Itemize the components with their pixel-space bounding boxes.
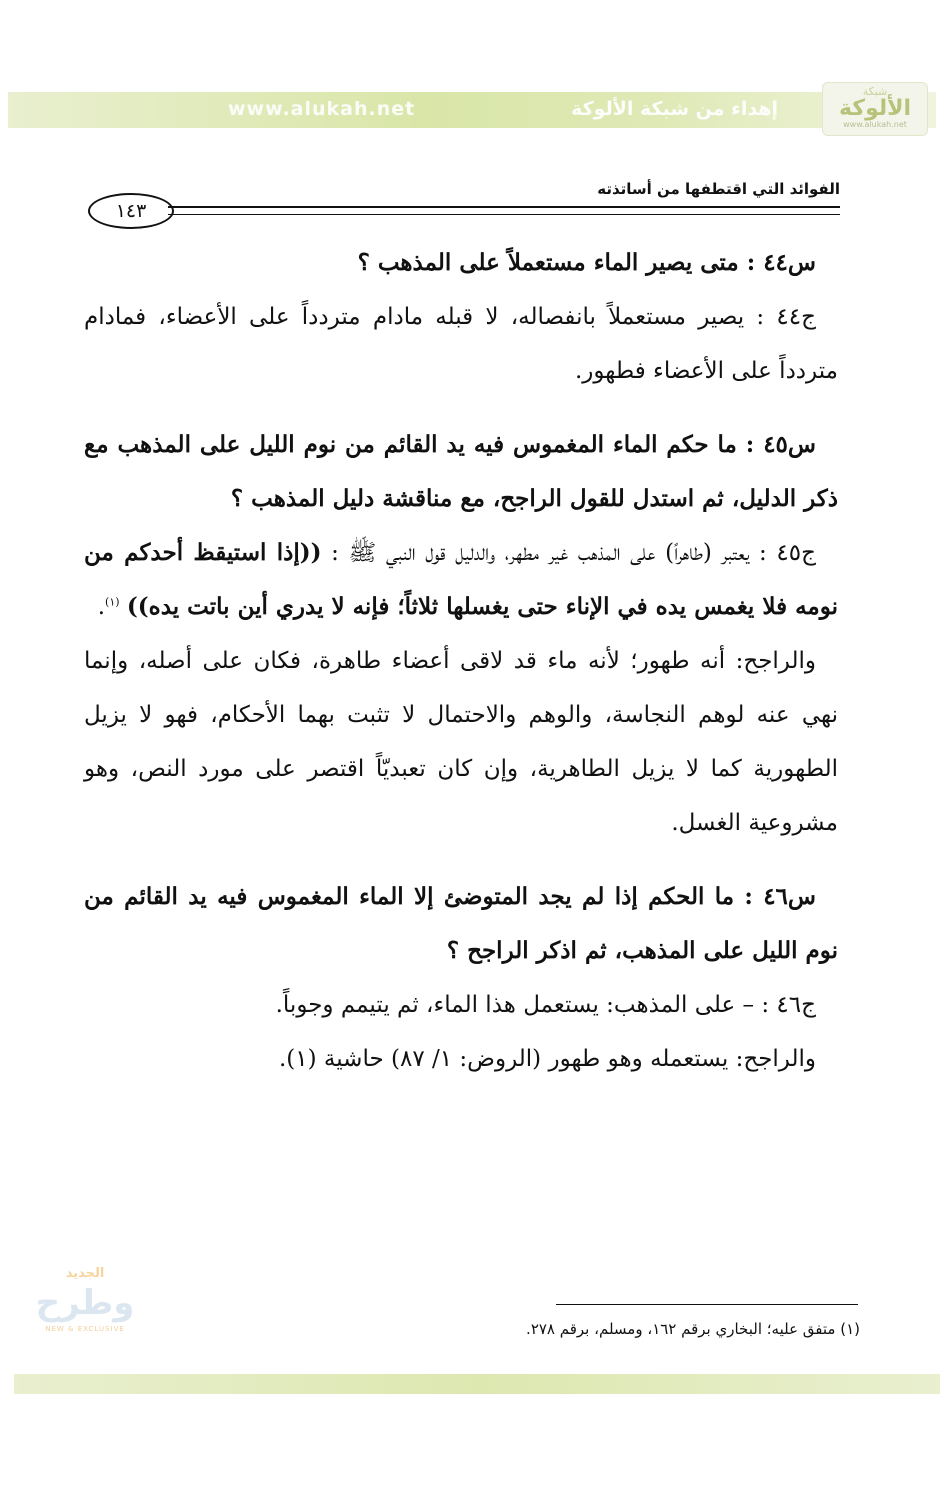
running-title: الفوائد التي اقتطفها من أساتذته — [597, 180, 840, 198]
answer-45-rajih: والراجح: أنه طهور؛ لأنه ماء قد لاقى أعضاء طاهرة، فكان على أصله، وإنما نهي عنه لوهم النجاسة، والوهم والاحتمال لا تثبت بهما الأحكام، فهو لا يزيل الطهورية كما لا يزيل الطاهرية، وإن كان تعبديّاً اقتصر على مورد النص، وهو مشروعية الغسل. — [84, 648, 838, 836]
question-44: س٤٤ : متى يصير الماء مستعملاً على المذهب ؟ — [357, 249, 816, 276]
spacer — [84, 398, 838, 418]
banner-text: إهداء من شبكة الألوكة — [571, 98, 778, 120]
watermark-stamp — [26, 1266, 144, 1362]
footnote-rule — [556, 1304, 858, 1305]
hadith-quote: ((إذا استيقظ أحدكم من نومه فلا يغمس يده في الإناء حتى يغسلها ثلاثاً؛ فإنه لا يدري أين باتت يده)) — [84, 539, 838, 620]
answer-45-end: . — [97, 594, 106, 620]
footnote: (١) متفق عليه؛ البخاري برقم ١٦٢، ومسلم، برقم ٢٧٨. — [526, 1320, 860, 1338]
header-rule — [168, 206, 840, 215]
question-45: س٤٥ : ما حكم الماء المغموس فيه يد القائم من نوم الليل على المذهب مع ذكر الدليل، ثم استدل للقول الراجح، مع مناقشة دليل المذهب ؟ — [84, 431, 838, 512]
answer-45-intro: ج٤٥ : يعتبر (طاهراً) على المذهب غير مطهر، والدليل قول النبي ﷺ : — [331, 540, 816, 566]
spacer — [84, 850, 838, 870]
banner-url[interactable]: www.alukah.net — [228, 98, 416, 120]
page-number: ١٤٣ — [88, 193, 174, 229]
bottom-banner — [14, 1374, 940, 1394]
footnote-ref[interactable]: (١) — [105, 595, 120, 609]
logo-main-text: الألوكة — [838, 96, 912, 121]
answer-45 — [84, 526, 838, 634]
top-banner — [8, 92, 936, 128]
question-46: س٤٦ : ما الحكم إذا لم يجد المتوضئ إلا الماء المغموس فيه يد القائم من نوم الليل على المذهب، ثم اذكر الراجح ؟ — [84, 883, 838, 964]
stamp-mid: وطرح — [35, 1283, 135, 1323]
page-body — [84, 236, 838, 1086]
stamp-top: الجديد — [65, 1266, 105, 1281]
answer-46: ج٤٦ : – على المذهب: يستعمل هذا الماء، ثم يتيمم وجوباً. — [275, 992, 816, 1018]
logo-url-text: www.alukah.net — [843, 120, 907, 129]
answer-46-rajih: والراجح: يستعمله وهو طهور (الروض: ١/ ٨٧) حاشية (١). — [278, 1046, 816, 1072]
alukah-logo — [822, 82, 928, 136]
answer-44: ج٤٤ : يصير مستعملاً بانفصاله، لا قبله مادام متردداً على الأعضاء، فمادام متردداً على الأعضاء فطهور. — [84, 304, 838, 384]
stamp-bottom: NEW & EXCLUSIVE — [45, 1325, 125, 1333]
logo-top-text: شبكة — [862, 85, 888, 98]
